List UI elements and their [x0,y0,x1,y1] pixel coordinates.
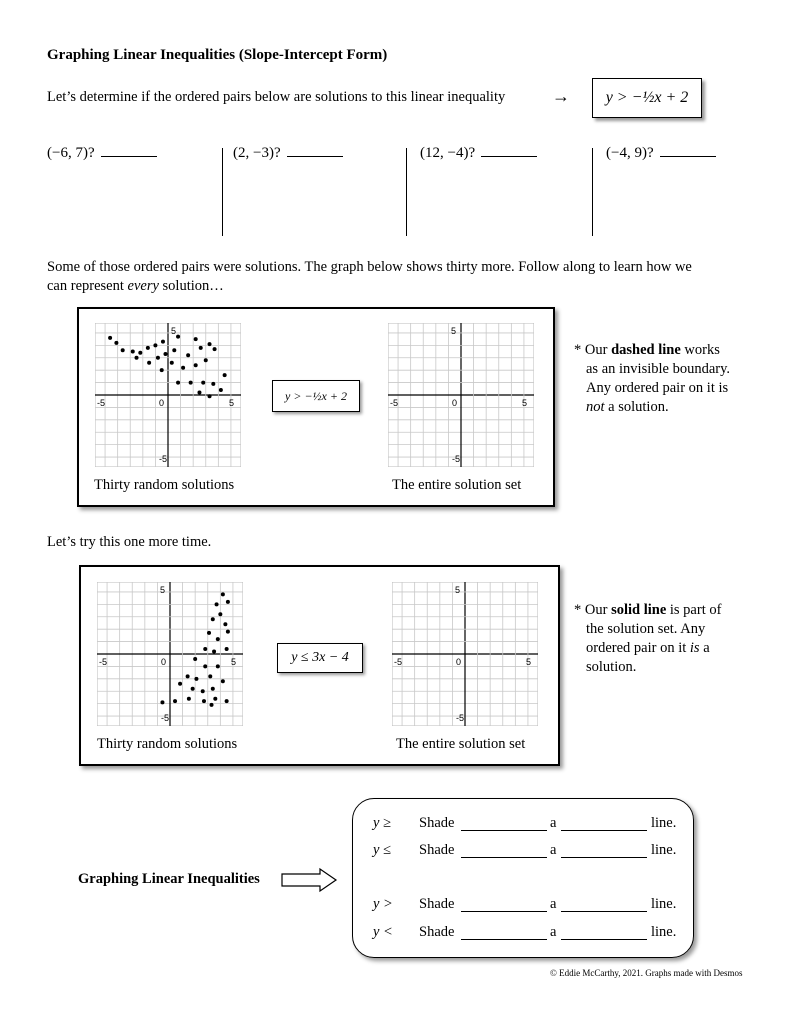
scatter-point [108,336,112,340]
intro-text: Let’s determine if the ordered pairs below are solutions to this linear inequality [47,89,506,105]
axis-label-neg-y: -5 [161,713,170,723]
scatter-point [156,356,160,360]
explanation-paragraph: Some of those ordered pairs were solutions. The graph below shows thirty more. Follow along to learn how we can represent every solution… [47,259,692,294]
scatter-point [194,337,198,341]
page-title: Graphing Linear Inequalities (Slope-Intercept Form) [47,47,388,63]
scatter-point [147,361,151,365]
axis-label-pos-y: 5 [455,585,461,595]
axis-label-zero: 0 [456,657,462,667]
scatter-point [178,682,182,686]
scatter-point [207,631,211,635]
scatter-point [194,363,198,367]
scatter-point [212,650,216,654]
scatter-point [176,381,180,385]
axis-label-zero: 0 [452,398,458,408]
graph-random-solutions-1 [95,323,241,467]
scatter-point [194,677,198,681]
scatter-point [221,592,225,596]
scatter-point [225,647,229,651]
scatter-point [161,340,165,344]
answer-blank[interactable] [561,842,647,858]
scatter-point [121,348,125,352]
scatter-point [181,366,185,370]
solid-line-note: * Our solid line is part of the solution set. Any ordered pair on it is a solution. [574,602,722,675]
axis-label-neg-y: -5 [159,454,168,464]
inequality-box-2: y ≤ 3x − 4 [277,643,363,673]
scatter-point [223,373,227,377]
scatter-point [189,381,193,385]
axis-label-neg-y: -5 [456,713,465,723]
scatter-point [135,356,139,360]
answer-blank[interactable] [561,815,647,831]
divider [592,148,593,236]
scatter-point [173,699,177,703]
scatter-point [211,382,215,386]
divider [406,148,407,236]
scatter-point [138,351,142,355]
ordered-pair-4: (−4, 9)? [606,142,716,162]
scatter-point [204,358,208,362]
scatter-point [186,353,190,357]
scatter-point [203,647,207,651]
answer-blank[interactable] [561,896,647,912]
caption-solution-set-2: The entire solution set [396,736,526,752]
ordered-pair-2: (2, −3)? [233,142,343,162]
axis-label-zero: 0 [161,657,167,667]
scatter-point [191,687,195,691]
scatter-point [208,674,212,678]
answer-blank[interactable] [461,924,547,940]
dashed-line-note: * Our dashed line works as an invisible boundary. Any ordered pair on it is not a solution. [574,342,731,415]
axis-label-pos: 5 [522,398,528,408]
caption-random-2: Thirty random solutions [97,736,238,752]
scatter-point [226,630,230,634]
graph-solution-set-2 [392,582,538,726]
answer-blank[interactable] [461,815,547,831]
divider [222,148,223,236]
scatter-point [216,637,220,641]
scatter-point [211,617,215,621]
axis-label-neg: -5 [390,398,399,408]
scatter-point [219,388,223,392]
caption-random-1: Thirty random solutions [94,477,235,493]
answer-blank[interactable] [660,142,716,157]
scatter-point [163,352,167,356]
axis-label-pos-y: 5 [160,585,166,595]
scatter-point [213,697,217,701]
scatter-point [172,348,176,352]
axis-label-neg: -5 [99,657,108,667]
scatter-point [131,350,135,354]
right-arrow-icon [280,867,340,893]
scatter-point [170,361,174,365]
graph-random-solutions-2 [97,582,243,726]
right-arrow-icon: → [552,86,570,106]
graph-solution-set-1 [388,323,534,467]
scatter-point [218,612,222,616]
inequality-box: y > −½x + 2 [592,78,702,118]
axis-label-pos: 5 [526,657,532,667]
answer-blank[interactable] [101,142,157,157]
answer-blank[interactable] [481,142,537,157]
scatter-point [187,697,191,701]
rules-box: y ≥ Shade a line. y ≤ Shade a line. y > Shade a line. y < Shade a line. [352,798,694,958]
answer-blank[interactable] [287,142,343,157]
answer-blank[interactable] [461,842,547,858]
scatter-point [193,657,197,661]
scatter-point [226,600,230,604]
scatter-point [160,700,164,704]
scatter-point [221,679,225,683]
axis-label-neg: -5 [394,657,403,667]
scatter-point [202,699,206,703]
scatter-point [203,664,207,668]
axis-label-pos-y: 5 [451,326,457,336]
scatter-point [211,687,215,691]
scatter-point [223,622,227,626]
axis-label-neg: -5 [97,398,106,408]
scatter-point [114,341,118,345]
graphing-linear-inequalities-label: Graphing Linear Inequalities [78,871,260,887]
ordered-pair-3: (12, −4)? [420,142,537,162]
scatter-point [146,346,150,350]
credit-text: © Eddie McCarthy, 2021. Graphs made with Desmos [550,968,743,978]
scatter-point [225,699,229,703]
answer-blank[interactable] [461,896,547,912]
scatter-point [213,347,217,351]
scatter-point [186,674,190,678]
scatter-point [201,381,205,385]
axis-label-pos: 5 [231,657,237,667]
scatter-point [176,335,180,339]
answer-blank[interactable] [561,924,647,940]
try-again-text: Let’s try this one more time. [47,534,212,550]
axis-label-pos: 5 [229,398,235,408]
scatter-point [201,689,205,693]
scatter-point [210,703,214,707]
scatter-point [153,343,157,347]
scatter-point [215,602,219,606]
scatter-point [208,342,212,346]
axis-label-neg-y: -5 [452,454,461,464]
scatter-point [199,346,203,350]
inequality-box-1: y > −½x + 2 [272,380,360,412]
axis-label-pos-y: 5 [171,326,177,336]
scatter-point [208,394,212,398]
caption-solution-set-1: The entire solution set [392,477,522,493]
ordered-pair-1: (−6, 7)? [47,142,157,162]
scatter-point [216,664,220,668]
scatter-point [160,368,164,372]
scatter-point [197,391,201,395]
axis-label-zero: 0 [159,398,165,408]
